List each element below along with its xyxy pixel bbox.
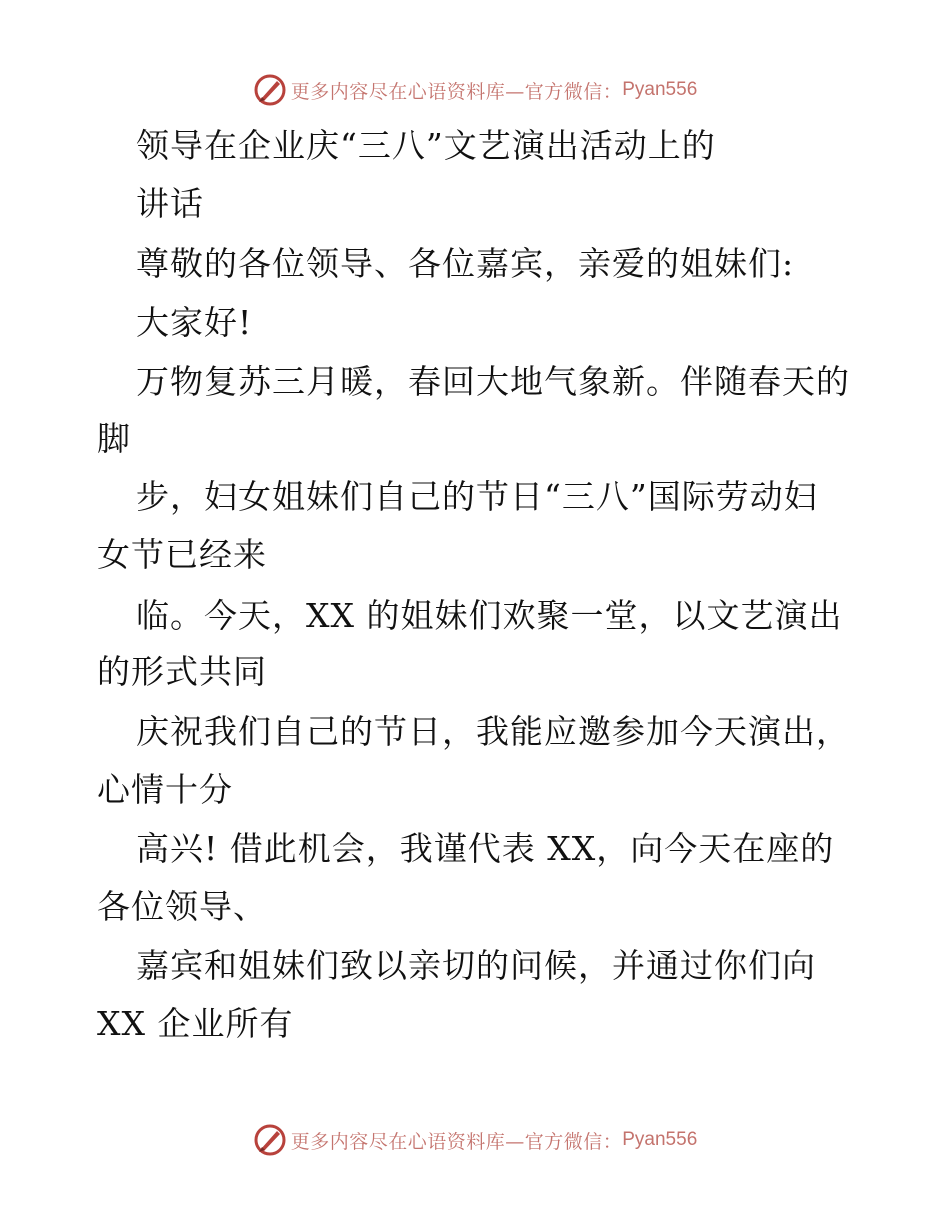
doc-title-line-2: 讲话	[136, 184, 204, 223]
paragraph-line: XX 企业所有	[97, 1004, 294, 1043]
paragraph-line: 嘉宾和姐妹们致以亲切的问候，并通过你们向	[136, 946, 816, 985]
paragraph-line: 万物复苏三月暖，春回大地气象新。伴随春天的	[136, 362, 850, 401]
paragraph-line: 脚	[97, 419, 131, 458]
header-banner-text: 更多内容尽在心语资料库—官方微信：	[290, 80, 623, 103]
greeting: 大家好!	[136, 303, 253, 342]
header-banner	[0, 70, 950, 110]
paragraph-line: 步，妇女姐妹们自己的节日“三八”国际劳动妇	[136, 477, 818, 516]
footer-wechat-id: Pyan556	[622, 1129, 698, 1150]
paragraph-line: 的形式共同	[97, 652, 267, 691]
paragraph-line: 女节已经来	[97, 535, 267, 574]
paragraph-line: 高兴! 借此机会，我谨代表 XX，向今天在座的	[136, 829, 835, 868]
footer-banner	[0, 1120, 950, 1160]
paragraph-line: 心情十分	[97, 770, 233, 809]
paragraph-line: 各位领导、	[97, 887, 267, 926]
quill-logo-icon	[253, 1123, 287, 1157]
footer-banner-text: 更多内容尽在心语资料库—官方微信：	[290, 1130, 623, 1153]
doc-title-line-1: 领导在企业庆“三八”文艺演出活动上的	[136, 126, 716, 165]
salutation: 尊敬的各位领导、各位嘉宾，亲爱的姐妹们:	[136, 244, 795, 283]
paragraph-line: 庆祝我们自己的节日，我能应邀参加今天演出，	[136, 712, 850, 751]
paragraph-line: 临。今天，XX 的姐妹们欢聚一堂，以文艺演出	[136, 596, 843, 635]
quill-logo-icon	[253, 73, 287, 107]
header-wechat-id: Pyan556	[622, 79, 698, 100]
